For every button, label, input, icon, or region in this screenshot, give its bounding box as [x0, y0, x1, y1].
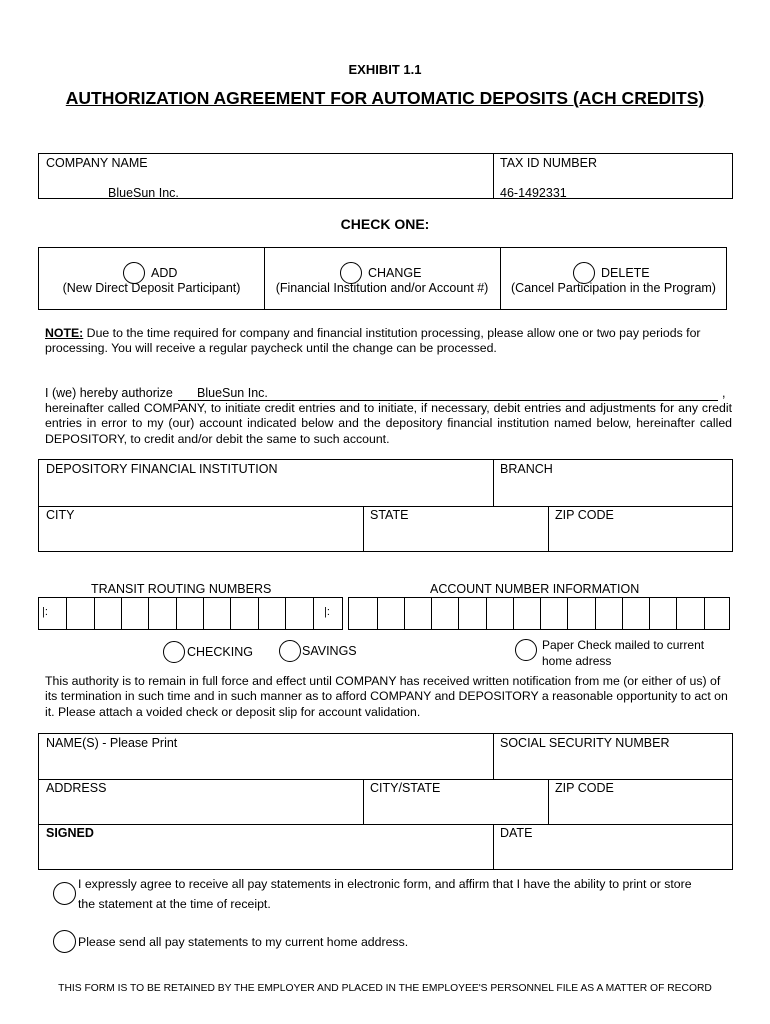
address-label: ADDRESS [46, 781, 107, 795]
authority-paragraph: This authority is to remain in full force and effect until COMPANY has received written notification from me (or either of us) of its termination in such time and in such manner as to afford COMPANY and DEPOSITORY a reasonable opportunity to act on it. Please attach a voided check or deposit slip for account validation. [45, 674, 728, 719]
electronic-statement-line2: the statement at the time of receipt. [78, 897, 271, 911]
check-one-heading: CHECK ONE: [340, 216, 430, 232]
paper-check-label-line1: Paper Check mailed to current [542, 638, 705, 652]
company-box [38, 153, 733, 199]
savings-radio[interactable] [279, 640, 301, 662]
transit-routing-boxes[interactable] [38, 597, 343, 630]
tax-id-value[interactable]: 46-1492331 [500, 186, 567, 200]
delete-label: DELETE [601, 266, 650, 280]
employee-box [38, 733, 733, 870]
checking-label: CHECKING [187, 645, 253, 659]
authorize-prefix: I (we) hereby authorize [45, 386, 173, 400]
paper-statement-label: Please send all pay statements to my current home address. [78, 935, 409, 949]
city-label: CITY [46, 508, 75, 522]
authorize-comma: , [722, 386, 726, 400]
state-label: STATE [370, 508, 409, 522]
paper-statement-radio[interactable] [53, 930, 76, 953]
note-label: NOTE: [45, 326, 84, 340]
employee-zip-label: ZIP CODE [555, 781, 614, 795]
depository-box [38, 459, 733, 552]
authorize-company-value[interactable]: BlueSun Inc. [197, 386, 268, 400]
add-sub-label: (New Direct Deposit Participant) [62, 281, 241, 295]
change-sub-label: (Financial Institution and/or Account #) [275, 281, 489, 295]
electronic-statement-radio[interactable] [53, 882, 76, 905]
transit-start-symbol: |: [42, 606, 48, 618]
ssn-label: SOCIAL SECURITY NUMBER [500, 736, 670, 750]
signed-label: SIGNED [46, 826, 94, 840]
transit-routing-label: TRANSIT ROUTING NUMBERS [91, 582, 272, 596]
check-one-box [38, 247, 727, 310]
page-title: AUTHORIZATION AGREEMENT FOR AUTOMATIC DEPOSITS (ACH CREDITS) [65, 88, 705, 108]
zip-code-label: ZIP CODE [555, 508, 614, 522]
transit-end-symbol: |: [324, 606, 330, 618]
account-number-label: ACCOUNT NUMBER INFORMATION [430, 582, 640, 596]
note-paragraph [45, 326, 735, 357]
date-label: DATE [500, 826, 533, 840]
city-state-label: CITY/STATE [370, 781, 441, 795]
footer-notice: THIS FORM IS TO BE RETAINED BY THE EMPLOYER AND PLACED IN THE EMPLOYEE'S PERSONNEL FILE AS A MATTER OF RECORD [58, 983, 712, 994]
note-text: Due to the time required for company and financial institution processing, please allow one or two pay periods for processing. You will receive a regular paycheck until the change can be processed. [45, 326, 701, 356]
add-label: ADD [151, 266, 178, 280]
company-name-value[interactable]: BlueSun Inc. [108, 186, 179, 200]
account-number-boxes[interactable] [348, 597, 730, 630]
branch-label: BRANCH [500, 462, 553, 476]
change-label: CHANGE [368, 266, 422, 280]
savings-label: SAVINGS [302, 644, 357, 658]
depository-institution-label: DEPOSITORY FINANCIAL INSTITUTION [46, 462, 278, 476]
company-name-label: COMPANY NAME [46, 156, 148, 170]
tax-id-label: TAX ID NUMBER [500, 156, 597, 170]
authorize-body: hereinafter called COMPANY, to initiate credit entries and to initiate, if necessary, debit entries and adjustments for any credit entries in error to my (our) account indicated below and the depository financial institution named below, hereinafter called DEPOSITORY, to credit and/or debit the same to such account. [45, 401, 732, 446]
electronic-statement-line1: I expressly agree to receive all pay statements in electronic form, and affirm that I have the ability to print or store [78, 877, 692, 891]
names-label: NAME(S) - Please Print [46, 736, 178, 750]
paper-check-radio[interactable] [515, 639, 537, 661]
delete-sub-label: (Cancel Participation in the Program) [511, 281, 716, 295]
exhibit-label: EXHIBIT 1.1 [348, 62, 422, 77]
checking-radio[interactable] [163, 641, 185, 663]
paper-check-label-line2: home adress [542, 654, 612, 668]
